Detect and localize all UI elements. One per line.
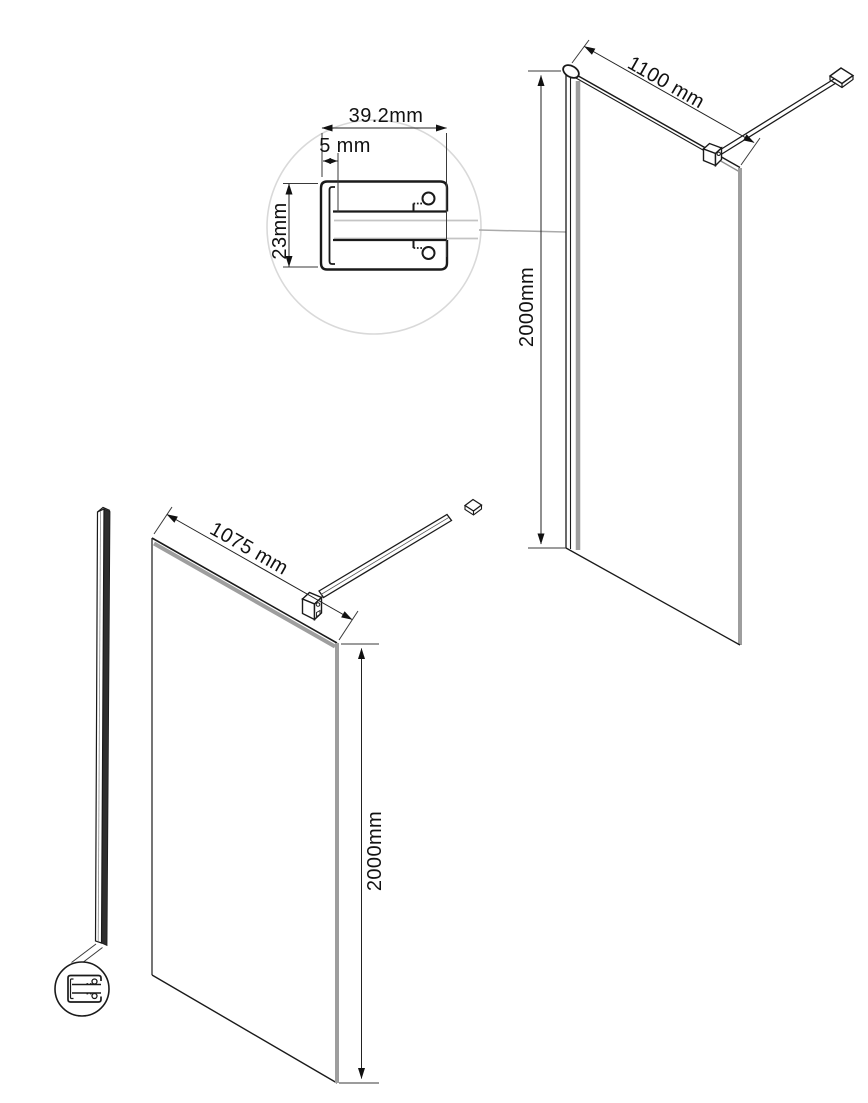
mini-callout-circle [55,962,109,1016]
dimension-label-profile-height: 23mm [269,202,291,260]
glass-clamp [704,144,722,166]
dimension-label-glass-width: 1075 mm [206,517,292,580]
dimension-label-glass-height: 2000mm [364,810,386,892]
dimension-glass-height [339,644,386,1083]
wall-profile-mini-callout [55,962,109,1016]
support-bar [719,79,836,155]
dimension-profile-glass-gap [319,135,371,212]
glass-panel [152,538,337,1083]
wall-profile-cross-section [321,182,447,270]
profile-detail-leader [72,944,97,963]
callout-leader-line [479,230,566,232]
glass-sheet-in-profile [334,221,478,239]
dimension-label-profile-glass-gap: 5 mm [319,135,371,157]
profile-clip-top [414,193,435,212]
assembled-panel-view [516,40,853,645]
dimension-label-assembled-width: 1100 mm [623,52,709,114]
wall-bracket [465,500,482,516]
dimension-assembled-height [516,71,566,548]
exploded-panel-view [55,500,482,1084]
dimension-label-assembled-height: 2000mm [516,266,538,348]
dimension-label-profile-width: 39.2mm [348,105,424,127]
wall-profile-strip [96,508,111,946]
dimension-profile-height [269,184,318,268]
support-bar [319,515,452,598]
profile-clip-bottom [414,241,435,260]
callout-circle [267,120,481,334]
